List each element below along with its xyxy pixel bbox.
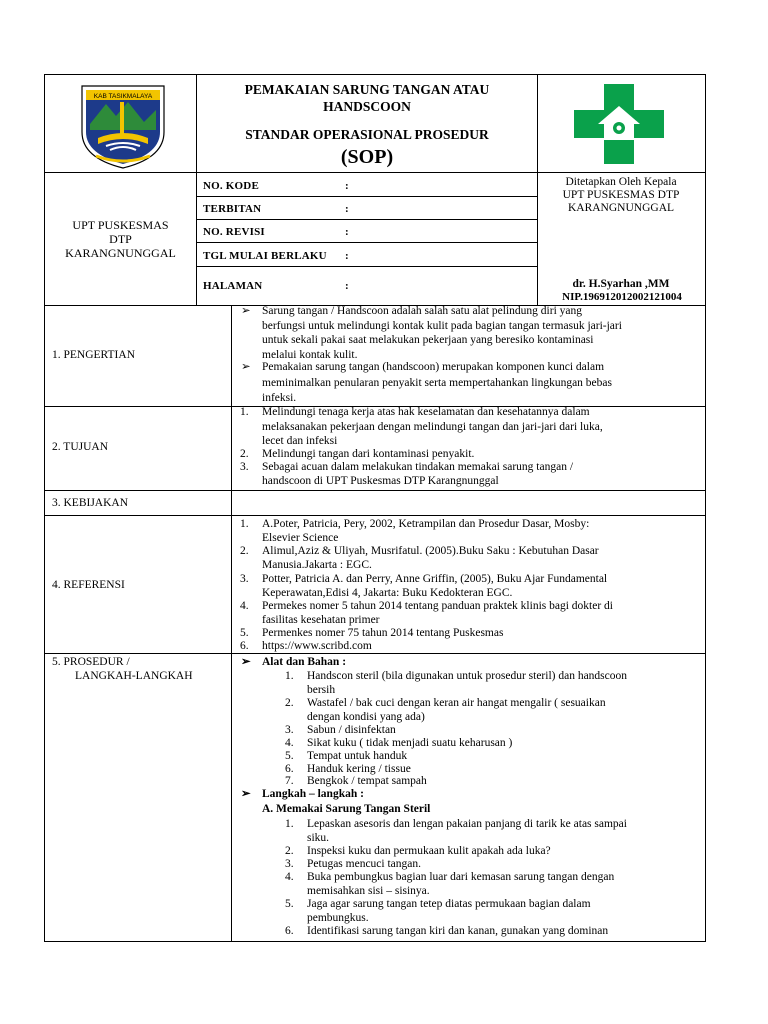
- number-marker: 2.: [240, 448, 249, 460]
- row-line: [44, 490, 706, 491]
- meta-line: [196, 219, 537, 220]
- signer-nip: NIP.196912012002121004: [562, 291, 682, 303]
- signer-name: dr. H.Syarhan ,MM: [572, 278, 670, 290]
- section-label-tujuan: 2. TUJUAN: [52, 441, 109, 453]
- row-line: [44, 515, 706, 516]
- number-marker: 2.: [240, 545, 249, 557]
- number-marker: 2.: [285, 697, 294, 709]
- approval-line-1: Ditetapkan Oleh Kepala: [565, 176, 677, 188]
- approval-line-2: UPT PUSKESMAS DTP: [562, 189, 680, 201]
- org-name-line-3: KARANGNUNGGAL: [65, 246, 176, 260]
- bullet-marker: ➢: [241, 361, 251, 373]
- text-line: memisahkan sisi – sisinya.: [307, 885, 430, 897]
- text-line: dengan kondisi yang ada): [307, 711, 425, 723]
- text-line: Pemakaian sarung tangan (handscoon) merupakan komponen kunci dalam: [262, 361, 605, 373]
- text-line: untuk sekali pakai saat melakukan pekerjaan yang beresiko kontaminasi: [262, 334, 594, 346]
- col-line: [196, 74, 197, 306]
- puskesmas-logo: [566, 78, 672, 168]
- col-line: [537, 74, 538, 306]
- meta-value: :: [345, 203, 349, 215]
- bullet-marker: ➢: [241, 305, 251, 317]
- meta-line: [196, 266, 537, 267]
- text-line: Alimul,Aziz & Uliyah, Musrifatul. (2005).Buku Saku : Kebutuhan Dasar: [262, 545, 599, 557]
- meta-label: TGL MULAI BERLAKU: [203, 250, 327, 262]
- sop-label: STANDAR OPERASIONAL PROSEDUR: [245, 127, 489, 142]
- text-line: Melindungi tenaga kerja atas hak keselamatan dan kesehatannya dalam: [262, 406, 590, 418]
- document-title: [200, 81, 534, 115]
- number-marker: 7.: [285, 775, 294, 787]
- text-line: Jaga agar sarung tangan tetep diatas permukaan bagian dalam: [307, 898, 591, 910]
- text-line: A.Poter, Patricia, Pery, 2002, Ketrampilan dan Prosedur Dasar, Mosby:: [262, 518, 590, 530]
- text-line: Permekes nomer 5 tahun 2014 tentang panduan praktek klinis bagi dokter di: [262, 600, 613, 612]
- text-line: Tempat untuk handuk: [307, 750, 408, 762]
- reference-link[interactable]: https://www.scribd.com: [262, 640, 372, 652]
- text-line: Sebagai acuan dalam melakukan tindakan memakai sarung tangan /: [262, 461, 574, 473]
- number-marker: 4.: [240, 600, 249, 612]
- number-marker: 5.: [285, 898, 294, 910]
- text-line: Buka pembungkus bagian luar dari kemasan sarung tangan dengan: [307, 871, 615, 883]
- number-marker: 3.: [240, 461, 249, 473]
- text-line: Manusia.Jakarta : EGC.: [262, 559, 372, 571]
- meta-value: :: [345, 180, 349, 192]
- number-marker: 3.: [285, 858, 294, 870]
- title-line-1: PEMAKAIAN SARUNG TANGAN ATAU: [244, 82, 490, 97]
- text-line: Bengkok / tempat sampah: [307, 775, 427, 787]
- number-marker: 1.: [285, 818, 294, 830]
- text-line: Wastafel / bak cuci dengan keran air hangat mengalir ( sesuaikan: [307, 697, 606, 709]
- col-line: [231, 305, 232, 942]
- text-line: Handscon steril (bila digunakan untuk prosedur steril) dan handscoon: [307, 670, 628, 682]
- col-line: [44, 74, 45, 942]
- text-line: Sikat kuku ( tidak menjadi suatu keharusan ): [307, 737, 513, 749]
- text-line: Identifikasi sarung tangan kiri dan kanan, gunakan yang dominan: [307, 925, 609, 937]
- text-line: melalui kontak kulit.: [262, 349, 358, 361]
- meta-label: HALAMAN: [203, 280, 263, 292]
- text-line: Inspeksi kuku dan permukaan kulit apakah ada luka?: [307, 845, 551, 857]
- meta-label: TERBITAN: [203, 203, 262, 215]
- bullet-marker: ➢: [241, 788, 251, 800]
- text-line: Melindungi tangan dari kontaminasi penyakit.: [262, 448, 475, 460]
- logo-caption: KAB TASIKMALAYA: [93, 93, 153, 100]
- section-label-kebijakan: 3. KEBIJAKAN: [52, 497, 129, 509]
- row-line: [44, 653, 706, 654]
- langkah-heading: Langkah – langkah :: [262, 788, 364, 800]
- number-marker: 3.: [240, 573, 249, 585]
- number-marker: 6.: [285, 925, 294, 937]
- section-label-prosedur-2: LANGKAH-LANGKAH: [75, 670, 193, 682]
- text-line: handscoon di UPT Puskesmas DTP Karangnunggal: [262, 475, 499, 487]
- meta-line: [196, 196, 537, 197]
- row-line: [44, 74, 706, 75]
- number-marker: 5.: [240, 627, 249, 639]
- number-marker: 3.: [285, 724, 294, 736]
- number-marker: 5.: [285, 750, 294, 762]
- number-marker: 6.: [240, 640, 249, 652]
- text-line: Lepaskan asesoris dan lengan pakaian panjang di tarik ke atas sampai: [307, 818, 627, 830]
- text-line: pembungkus.: [307, 912, 369, 924]
- row-line: [44, 941, 706, 942]
- number-marker: 1.: [285, 670, 294, 682]
- meta-line: [196, 242, 537, 243]
- meta-label: NO. KODE: [203, 180, 259, 192]
- approval-block: [539, 176, 703, 215]
- approval-line-3: KARANGNUNGGAL: [567, 202, 675, 214]
- text-line: infeksi.: [262, 392, 297, 404]
- number-marker: 4.: [285, 737, 294, 749]
- meta-value: :: [345, 280, 349, 292]
- alat-heading: Alat dan Bahan :: [262, 656, 347, 668]
- text-line: Potter, Patricia A. dan Perry, Anne Griffin, (2005), Buku Ajar Fundamental: [262, 573, 608, 585]
- text-line: Handuk kering / tissue: [307, 763, 411, 775]
- bullet-marker: ➢: [241, 656, 251, 668]
- org-name-line-2: DTP: [109, 232, 132, 246]
- meta-label: NO. REVISI: [203, 226, 265, 238]
- section-label-prosedur-1: 5. PROSEDUR /: [52, 656, 130, 668]
- text-line: Permenkes nomer 75 tahun 2014 tentang Puskesmas: [262, 627, 504, 639]
- sub-heading: A. Memakai Sarung Tangan Steril: [262, 803, 431, 815]
- text-line: berfungsi untuk melindungi kontak kulit pada bagian tangan termasuk jari-jari: [262, 320, 622, 332]
- meta-value: :: [345, 250, 349, 262]
- section-label-pengertian: 1. PENGERTIAN: [52, 349, 135, 361]
- org-name-line-1: UPT PUSKESMAS: [72, 218, 169, 232]
- title-line-2: HANDSCOON: [323, 99, 411, 114]
- meta-value: :: [345, 226, 349, 238]
- section-label-referensi: 4. REFERENSI: [52, 579, 125, 591]
- org-name: [46, 218, 195, 260]
- text-line: Sabun / disinfektan: [307, 724, 396, 736]
- text-line: siku.: [307, 832, 330, 844]
- number-marker: 1.: [240, 406, 249, 418]
- text-line: melaksanakan pekerjaan dengan melindungi tangan dan jari-jari dari luka,: [262, 421, 603, 433]
- text-line: Elsevier Science: [262, 532, 339, 544]
- number-marker: 1.: [240, 518, 249, 530]
- number-marker: 6.: [285, 763, 294, 775]
- kabupaten-logo: [76, 80, 170, 170]
- text-line: bersih: [307, 684, 336, 696]
- text-line: lecet dan infeksi: [262, 435, 338, 447]
- col-line: [705, 74, 706, 942]
- text-line: meminimalkan penularan penyakit serta mempertahankan lingkungan bebas: [262, 377, 612, 389]
- number-marker: 2.: [285, 845, 294, 857]
- text-line: Sarung tangan / Handscoon adalah salah satu alat pelindung diri yang: [262, 305, 582, 317]
- number-marker: 4.: [285, 871, 294, 883]
- row-line: [44, 172, 706, 173]
- text-line: Petugas mencuci tangan.: [307, 858, 422, 870]
- text-line: Keperawatan,Edisi 4, Jakarta: Buku Kedokteran EGC.: [262, 587, 513, 599]
- text-line: fasilitas kesehatan primer: [262, 614, 380, 626]
- sop-short: (SOP): [340, 146, 394, 168]
